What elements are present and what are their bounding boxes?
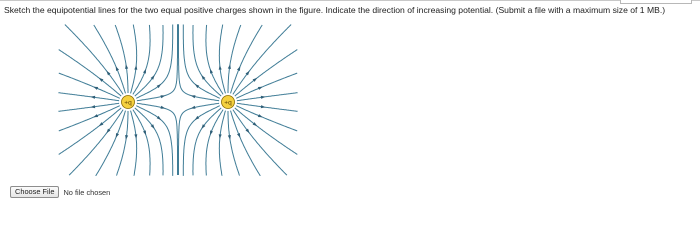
field-line (136, 25, 173, 99)
field-arrow-icon (90, 96, 95, 99)
field-line (219, 111, 225, 176)
top-divider (0, 0, 700, 1)
charge-label: +q (224, 99, 232, 107)
field-arrow-icon (237, 133, 240, 138)
field-line (219, 25, 225, 94)
field-arrow-icon (161, 95, 166, 98)
file-status-text: No file chosen (63, 187, 111, 197)
field-arrow-icon (90, 105, 95, 108)
field-line (131, 25, 137, 94)
field-arrow-icon (237, 66, 240, 71)
field-arrow-icon (258, 87, 263, 90)
field-arrow-icon (210, 69, 213, 74)
field-line (136, 106, 173, 176)
field-line (131, 111, 137, 176)
field-arrow-icon (143, 69, 146, 74)
field-line (183, 106, 220, 176)
field-arrow-icon (143, 130, 146, 135)
field-arrow-icon (261, 105, 266, 108)
field-arrow-icon (161, 106, 166, 109)
field-line (183, 25, 220, 99)
positive-charge (222, 96, 235, 109)
question-prompt: Sketch the equipotential lines for the two equal positive charges shown in the figure. Indicate the direction of increasing potential. (Submit a file with a maximum size of 1 MB.) (4, 5, 666, 15)
field-arrow-icon (258, 114, 263, 117)
charge-label: +q (124, 99, 132, 107)
field-arrow-icon (116, 66, 119, 71)
field-arrow-icon (191, 106, 196, 109)
field-line (94, 25, 126, 93)
field-line (179, 103, 220, 175)
field-arrow-icon (116, 133, 119, 138)
field-arrow-icon (210, 130, 213, 135)
choose-file-button[interactable]: Choose File (10, 186, 59, 198)
field-line (137, 103, 178, 175)
field-arrow-icon (93, 114, 98, 117)
field-line (96, 111, 126, 176)
field-arrow-icon (191, 95, 196, 98)
field-lines (58, 24, 297, 176)
positive-charge (122, 96, 135, 109)
field-line (231, 25, 263, 93)
field-arrow-icon (261, 96, 266, 99)
file-upload (10, 185, 110, 199)
field-line (231, 111, 261, 176)
field-arrow-icon (93, 87, 98, 90)
electric-field-figure (58, 24, 298, 176)
